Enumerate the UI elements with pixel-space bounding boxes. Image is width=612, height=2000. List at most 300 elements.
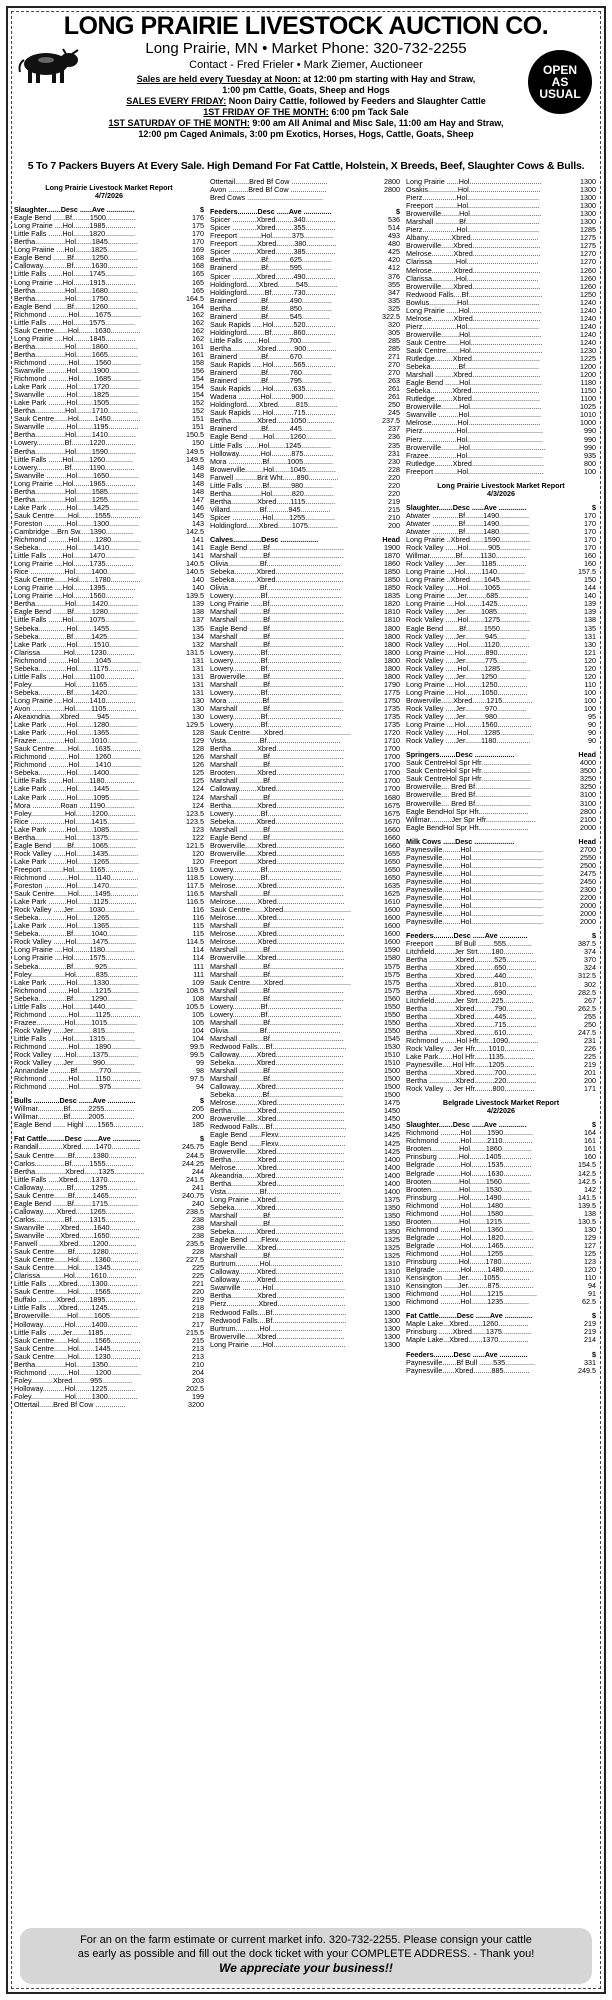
- row-value: 1250: [580, 290, 596, 299]
- row-description: Bertha .............Xbred..........610.............: [406, 1028, 533, 1037]
- sale-row: [210, 313, 400, 321]
- sale-row: [406, 387, 596, 395]
- row-value: 124: [192, 785, 204, 794]
- row-value: 1800: [384, 640, 400, 649]
- row-value: 1325: [384, 1252, 400, 1261]
- row-description: Marshall ............Bf.....................................: [210, 753, 344, 762]
- row-value: 116.5: [186, 898, 204, 907]
- row-value: 241: [192, 1183, 204, 1192]
- row-description: Marshall ............Bf.....................................: [210, 946, 344, 955]
- row-description: Foley...........Xbred.........955...............: [14, 1376, 133, 1385]
- row-value: 2200: [580, 894, 596, 903]
- sale-row: [406, 1037, 596, 1045]
- row-description: Paynesville.........Hol....................................: [406, 910, 544, 919]
- row-value: 152: [192, 399, 204, 408]
- row-value: 1700: [384, 785, 400, 794]
- sale-row: [210, 264, 400, 272]
- row-description: Prinsburg .......Xbred.......1375...............: [406, 1328, 532, 1337]
- sale-row: [210, 745, 400, 753]
- row-description: Little Falls .......Hol........1470...............: [14, 552, 136, 561]
- row-value: 130.5: [578, 1217, 596, 1226]
- sale-row: [406, 460, 596, 468]
- row-description: Eagle Bend ...... Highl ......1565...............: [14, 1121, 144, 1130]
- row-value: 1575: [384, 986, 400, 995]
- row-description: Kensington .......Jer..........875.................: [406, 1282, 534, 1291]
- sale-row: [14, 729, 204, 737]
- sale-row: [406, 705, 596, 713]
- row-value: 347: [388, 288, 400, 297]
- sale-row: [406, 1298, 596, 1306]
- row-value: 262.5: [578, 1004, 596, 1013]
- row-value: 131: [584, 632, 596, 641]
- sale-row: [210, 297, 400, 305]
- sale-row: [406, 1013, 596, 1021]
- sale-row: [406, 894, 596, 902]
- row-description: Eagle Bend .......Bf.........1250...............: [14, 254, 138, 263]
- sale-row: [210, 240, 400, 248]
- sale-row: [14, 359, 204, 367]
- row-description: Rock Valley .....Jer..........815...............: [14, 1026, 135, 1035]
- sale-row: [210, 818, 400, 826]
- row-description: Richmond ........Hol Hfr.......1090...............: [406, 1036, 539, 1045]
- row-value: 1600: [384, 914, 400, 923]
- row-value: 1450: [384, 1107, 400, 1116]
- row-value: 1475: [384, 1099, 400, 1108]
- row-description: Eagle Bend .......Hol....................................: [406, 379, 542, 388]
- row-value: 162: [192, 318, 204, 327]
- row-value: 139: [584, 600, 596, 609]
- row-value: 110: [584, 680, 596, 689]
- row-value: 176: [192, 214, 204, 223]
- section-header: [406, 504, 596, 512]
- row-description: Sebeka..............Hol........1410...............: [14, 544, 140, 553]
- row-value: 255: [584, 1012, 596, 1021]
- sale-row: [406, 981, 596, 989]
- row-value: 1860: [384, 560, 400, 569]
- sale-row: [210, 1228, 400, 1236]
- sale-row: [14, 874, 204, 882]
- row-description: Rutledge.........Xbred..................................: [406, 395, 540, 404]
- row-value: 1800: [384, 648, 400, 657]
- sale-row: [406, 964, 596, 972]
- sale-row: [406, 767, 596, 775]
- row-value: 1425: [384, 1139, 400, 1148]
- row-description: Prinsburg ..........Hol........1490..............: [406, 1193, 530, 1202]
- row-description: Sauk Centre.......Xbred..................................: [210, 729, 352, 738]
- sale-row: [14, 504, 204, 512]
- section-header: [406, 1121, 596, 1129]
- sale-row: [210, 625, 400, 633]
- row-description: Vista.................Bf.....................................: [210, 737, 341, 746]
- row-value: 213: [192, 1344, 204, 1353]
- row-description: Pierz.................Hol....................................: [406, 226, 539, 235]
- row-description: Rock Valley ......Hol..........905...............: [406, 544, 531, 553]
- sale-row: [14, 633, 204, 641]
- row-value: 204: [192, 1368, 204, 1377]
- sale-row: [14, 335, 204, 343]
- sale-row: [406, 1274, 596, 1282]
- sale-row: [14, 1019, 204, 1027]
- sale-row: [210, 922, 400, 930]
- row-description: Bertha.............Xbred..................................: [210, 1179, 345, 1188]
- row-value: 199: [192, 1392, 204, 1401]
- row-description: Brainerd ...........Bf...........545..............: [210, 312, 330, 321]
- row-description: Prinsburg ..........Hol........1405...............: [406, 1153, 532, 1162]
- sale-row: [406, 886, 596, 894]
- footer-note: [20, 1928, 592, 1984]
- row-description: Bertha .............Xbred..........790.............: [406, 1004, 533, 1013]
- row-description: Little Falls .......Hol........1245...............: [210, 441, 332, 450]
- row-description: Lowery..............Bf.....................................: [210, 809, 342, 818]
- row-description: Bertha .............Xbred..........650...............: [406, 964, 537, 973]
- row-value: 110: [584, 1274, 596, 1283]
- row-description: Brainerd ...........Bf...........760...............: [210, 369, 332, 378]
- market-phone: Long Prairie, MN • Market Phone: 320-732-2255: [145, 40, 467, 57]
- sale-row: [406, 331, 596, 339]
- row-value: 165: [192, 286, 204, 295]
- row-value: 219: [192, 1296, 204, 1305]
- row-description: Swanville .......Xbred.......1650...............: [14, 1232, 140, 1240]
- sale-row: [210, 802, 400, 810]
- sale-row: [210, 689, 400, 697]
- row-description: Marshall ............Bf.....................................: [210, 777, 344, 786]
- row-description: Sauk Centre.......Hol........1565...............: [14, 1288, 141, 1297]
- sale-row: [406, 649, 596, 657]
- row-description: Freeport .........Xbred.........380...............: [210, 240, 337, 249]
- row-description: Sauk CentreHol Spr Hfr.........................: [406, 767, 532, 776]
- sale-row: [14, 407, 204, 415]
- row-value: 160: [584, 552, 596, 561]
- row-description: Long Prairie ....Hol........1250...............: [406, 680, 528, 689]
- sale-row: [14, 279, 204, 287]
- row-description: Long Prairie .....Jer..........685...............: [406, 592, 529, 601]
- row-description: Marshall ............Bf.....................................: [210, 761, 344, 770]
- sale-row: [210, 1107, 400, 1115]
- row-value: 1425: [384, 1147, 400, 1156]
- sale-row: [406, 339, 596, 347]
- sale-row: [14, 1312, 204, 1320]
- sale-row: [210, 681, 400, 689]
- row-description: Little Falls .......Hol........1745...............: [14, 270, 136, 279]
- sale-row: [210, 178, 400, 186]
- sale-row: [210, 474, 400, 482]
- sale-row: [14, 367, 204, 375]
- row-value: 1310: [384, 1268, 400, 1277]
- row-value: 1575: [384, 978, 400, 987]
- row-value: 1750: [384, 696, 400, 705]
- row-description: Paynesville.........Hol....................................: [406, 918, 544, 927]
- open-as-usual-badge: [528, 50, 592, 114]
- row-value: 3200: [188, 1400, 204, 1409]
- section-header: [14, 1135, 204, 1143]
- sale-row: [406, 918, 596, 926]
- row-value: 130: [584, 1225, 596, 1234]
- sale-row: [210, 1188, 400, 1196]
- row-description: Slaughter.......Desc ......Ave ..............: [14, 205, 135, 215]
- sale-row: [406, 737, 596, 745]
- row-value: 1240: [580, 306, 596, 315]
- sale-row: [14, 270, 204, 278]
- row-description: Foley.................Hol..........835...............: [14, 970, 138, 979]
- row-value: 100: [584, 705, 596, 713]
- row-description: Paynesville.........Hol....................................: [406, 885, 544, 894]
- row-value: 302: [584, 980, 596, 989]
- row-description: Paynesville.........Hol....................................: [406, 861, 544, 870]
- row-value: 170: [192, 238, 204, 247]
- row-description: Eagle Bend .......Bf.........1065..............: [14, 841, 136, 850]
- sale-row: [210, 401, 400, 409]
- sale-row: [14, 1369, 204, 1377]
- sale-row: [210, 232, 400, 240]
- row-value: 220: [388, 489, 400, 498]
- row-value: 170: [584, 544, 596, 553]
- row-value: 149.5: [186, 447, 204, 456]
- row-value: 1275: [580, 242, 596, 251]
- row-value: 126: [192, 761, 204, 770]
- row-description: Browerville.........Hol........1045...............: [210, 465, 336, 474]
- sale-row: [406, 689, 596, 697]
- row-description: Frazee..............Hol........1015...............: [14, 1018, 138, 1027]
- row-description: Paynesville......Xbred.........885.............: [406, 1366, 530, 1375]
- row-description: Foley.................Hol........1165...............: [14, 680, 138, 689]
- sale-row: [210, 560, 400, 568]
- row-value: 154: [192, 391, 204, 400]
- row-description: Marshall ............Bf.....................................: [210, 1034, 344, 1043]
- sale-row: [14, 456, 204, 464]
- row-description: Olivia................Bf.....................................: [210, 560, 341, 569]
- row-value: 263: [388, 377, 400, 386]
- sale-row: [14, 785, 204, 793]
- row-description: Bertha...............Hol........1680...............: [14, 286, 138, 295]
- row-value: 1660: [384, 841, 400, 850]
- row-description: Browerville.........Hol....................................: [406, 330, 542, 339]
- row-value: 1660: [384, 833, 400, 842]
- schedule-tack-text: 6:00 pm Tack Sale: [328, 107, 409, 117]
- sale-row: [406, 363, 596, 371]
- sale-row: [210, 1027, 400, 1035]
- row-value: 1500: [384, 1083, 400, 1092]
- row-value: 355: [388, 280, 400, 289]
- row-description: Bertha .............Xbred..........220...............: [406, 1077, 537, 1086]
- row-value: 1680: [384, 793, 400, 802]
- row-description: Melrose...........Xbred..................................: [406, 266, 541, 275]
- row-description: Bertha .............Xbred..........700...............: [406, 1069, 537, 1078]
- row-value: 131: [192, 664, 204, 673]
- row-value: 129: [584, 1233, 596, 1242]
- sale-row: [14, 882, 204, 890]
- row-value: 156: [192, 367, 204, 376]
- row-value: 1300: [384, 1316, 400, 1325]
- row-description: Atwater .............Bf.........1480...............: [406, 527, 530, 536]
- sale-row: [210, 834, 400, 842]
- row-description: Pierz................Xbred..................................: [210, 1300, 346, 1309]
- row-value: 214: [584, 1336, 596, 1345]
- row-description: Sebeka..............Bf.........1290...............: [14, 994, 138, 1003]
- sale-row: [406, 665, 596, 673]
- sale-row: [14, 262, 204, 270]
- sale-row: [210, 393, 400, 401]
- row-description: Browerville.........Hol......................................: [406, 443, 546, 452]
- row-value: 116: [192, 914, 204, 923]
- row-description: Richmond ..........Hol........1215..............: [14, 986, 140, 995]
- section-header: [14, 1097, 204, 1105]
- row-value: 1260: [580, 282, 596, 291]
- sale-row: [406, 1137, 596, 1145]
- row-value: 1350: [384, 1203, 400, 1212]
- row-description: Farwell ..........Xbred.......1200..............: [14, 1240, 137, 1249]
- row-description: Long Prairie ....Hol........1180...............: [14, 946, 135, 955]
- row-value: $: [200, 1134, 204, 1144]
- sale-row: [14, 979, 204, 987]
- sale-row: [14, 777, 204, 785]
- row-description: Marshall ............Bf.....................................: [210, 986, 344, 995]
- sale-row: [210, 954, 400, 962]
- row-description: Rice .................Hol........1400..............: [14, 568, 136, 577]
- sale-row: [14, 649, 204, 657]
- row-value: 1150: [580, 387, 596, 396]
- row-value: 111: [193, 962, 204, 971]
- sale-row: [14, 608, 204, 616]
- sale-row: [14, 1401, 204, 1409]
- row-value: 1800: [384, 664, 400, 673]
- row-description: Willmar.............Bf.........2005...............: [14, 1113, 135, 1122]
- sale-row: [14, 1280, 204, 1288]
- row-value: 118.5: [186, 873, 204, 882]
- sale-row: [14, 528, 204, 536]
- row-description: Melrose...........Xbred..................................: [210, 898, 345, 907]
- section-header: [406, 932, 596, 940]
- row-value: 175: [192, 222, 204, 231]
- row-description: Long Prairie ......Hol....................................: [406, 178, 542, 186]
- row-value: 215: [192, 1336, 204, 1345]
- row-value: 139.5: [578, 1201, 596, 1210]
- row-value: 240: [192, 1199, 204, 1208]
- row-description: Sauk Centre.......Hol........1345...............: [14, 1264, 141, 1273]
- sale-row: [406, 218, 596, 226]
- row-description: Richmond ..........Hol........1410...............: [14, 761, 142, 770]
- sale-row: [14, 1059, 204, 1067]
- row-description: Rock Valley ......Hol........1285...............: [406, 664, 531, 673]
- sale-row: [14, 657, 204, 665]
- schedule-friday-text: Noon Dairy Cattle, followed by Feeders and Slaughter Cattle: [226, 96, 486, 106]
- row-description: Bertha.............Xbred..................................: [210, 1107, 345, 1116]
- row-value: 1560: [384, 994, 400, 1003]
- row-value: 150: [192, 439, 204, 448]
- sale-row: [210, 1317, 400, 1325]
- row-value: 1500: [384, 1067, 400, 1076]
- sale-row: [14, 769, 204, 777]
- sale-row: [14, 1208, 204, 1216]
- sale-row: [210, 1123, 400, 1131]
- row-value: 146: [192, 503, 204, 512]
- row-value: 219: [584, 1320, 596, 1329]
- row-value: 100: [584, 696, 596, 705]
- sale-row: [406, 584, 596, 592]
- sale-row: [406, 1005, 596, 1013]
- row-description: Sauk Centre.......Hol....................................: [406, 346, 543, 355]
- row-description: Calloway.........Xbred..................................: [210, 1083, 344, 1092]
- row-description: Annandale ..........Bf...........770...............: [14, 1067, 142, 1076]
- row-value: 140: [192, 584, 204, 593]
- sale-row: [406, 226, 596, 234]
- row-description: Avon ................Hol........1105...............: [14, 705, 137, 713]
- section-header: [210, 208, 400, 216]
- sale-row: [14, 214, 204, 222]
- row-description: Rock Valley .....Jer..........980.................: [406, 713, 531, 722]
- row-value: 104: [192, 1026, 204, 1035]
- row-description: Melrose...........Xbred..................................: [210, 938, 345, 947]
- row-value: 370: [584, 956, 596, 965]
- row-description: Little Falls .......Hol........1075...............: [14, 616, 136, 625]
- row-value: Head: [578, 750, 596, 760]
- row-description: Pierz.................Hol......................................: [406, 427, 543, 436]
- sale-row: [14, 1176, 204, 1184]
- row-value: 1400: [384, 1179, 400, 1188]
- row-value: 1400: [384, 1163, 400, 1172]
- row-value: 271: [388, 352, 400, 361]
- sale-row: [406, 250, 596, 258]
- row-description: Spicer ............Xbred.........490...............: [210, 272, 336, 281]
- row-description: Lowery..............Bf.........1190...............: [14, 463, 135, 472]
- row-description: Burtrum............Hol....................................: [210, 1260, 343, 1269]
- sale-row: [406, 552, 596, 560]
- row-value: 1735: [384, 705, 400, 713]
- row-value: 123.5: [186, 809, 204, 818]
- sale-row: [14, 963, 204, 971]
- row-value: 139.5: [186, 592, 204, 601]
- row-description: Bertha...............Hol........1585...............: [14, 487, 138, 496]
- sale-row: [14, 1353, 204, 1361]
- row-description: Feeders..........Desc ......Ave ..............: [406, 931, 528, 941]
- sale-row: [14, 906, 204, 914]
- sale-row: [406, 234, 596, 242]
- sale-row: [14, 520, 204, 528]
- sale-row: [14, 568, 204, 576]
- sale-row: [406, 775, 596, 783]
- sale-row: [406, 1320, 596, 1328]
- sale-row: [14, 737, 204, 745]
- row-value: 536: [388, 216, 400, 225]
- row-description: Marshall .........Xbred..................................: [406, 371, 541, 380]
- header: [12, 12, 600, 172]
- row-description: Rock Valley ......Hol........1285.................: [406, 729, 535, 738]
- row-description: Ottertail.......Bred Bf Cow ..................: [210, 178, 328, 186]
- sale-row: [406, 347, 596, 355]
- row-value: 120: [584, 672, 596, 681]
- row-value: 141: [192, 552, 204, 561]
- sale-row: [406, 371, 596, 379]
- row-value: 131: [192, 688, 204, 697]
- row-description: Belgrade ............Hol........1630..............: [406, 1169, 532, 1178]
- row-description: Long Prairie ....Hol........1410...............: [14, 696, 136, 705]
- sale-row: [210, 1011, 400, 1019]
- row-description: Bertha.............Xbred.......1115...............: [210, 497, 336, 506]
- row-value: 141: [192, 536, 204, 545]
- row-description: Browerville.........Bf.....................................: [210, 672, 344, 681]
- sale-row: [406, 275, 596, 283]
- sale-row: [210, 273, 400, 281]
- row-description: Villard...............Bf...........945...............: [210, 505, 331, 514]
- row-description: Belgrade ............Hol........1480...............: [406, 1266, 534, 1275]
- row-value: 114: [192, 954, 204, 963]
- row-value: 2000: [580, 918, 596, 927]
- sale-row: [406, 1367, 596, 1375]
- row-description: Calloway.........Xbred..................................: [210, 1051, 344, 1060]
- row-description: Rock Valley .....Jer..........945...............: [406, 632, 527, 641]
- row-value: 1240: [580, 314, 596, 323]
- row-value: 200: [192, 1113, 204, 1122]
- row-description: Long Prairie ..Xbred.......1590...............: [406, 536, 530, 545]
